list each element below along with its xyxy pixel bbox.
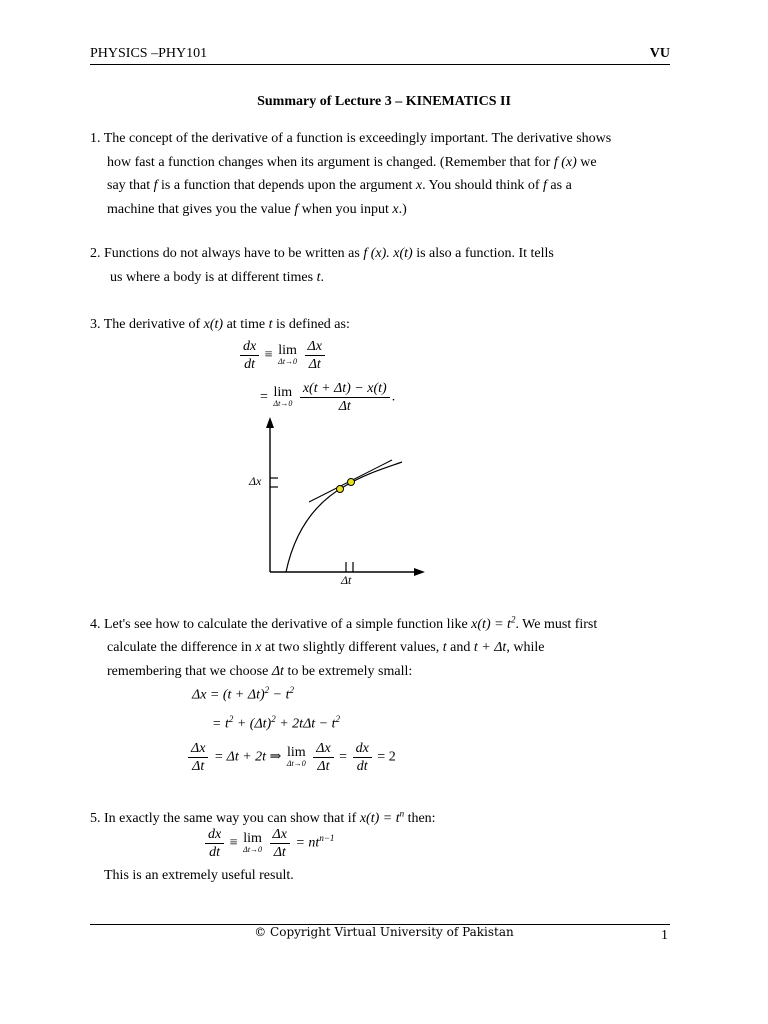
delta-x-eq2: = $t^2 + (\Delta t)^2 + 2t\Delta t - t^2$ <box>212 714 341 732</box>
header-right: VU <box>649 46 670 61</box>
header-left: PHYSICS –PHY101 <box>90 46 208 61</box>
x-axis-arrow <box>414 568 425 576</box>
function-curve <box>286 462 402 572</box>
derivative-definition-eq1: $\frac{dx}{dt}$ ≡ lim Δt→0 $\frac{\Delta x}{\Delta t}$ <box>238 338 327 373</box>
point-1 <box>337 486 344 493</box>
page-number: 1 <box>661 928 668 943</box>
paragraph-4 <box>90 608 597 683</box>
y-axis-arrow <box>266 417 274 428</box>
point-2 <box>348 479 355 486</box>
p3-line-1: 3. The derivative of x(t) at time t is defined as: <box>90 317 350 332</box>
p4-line-2: calculate the difference in x at two slightly different values, t and t + Δt, while <box>107 640 545 656</box>
p1-line-4: machine that gives you the value f when you input x.) <box>107 201 407 217</box>
delta-x-eq3: $\frac{\Delta x}{\Delta t}$ = Δt + 2t ⇒ lim Δt→0 $\frac{\Delta x}{\Delta t}$ = $\frac{dx}{dt}$ = 2 <box>186 740 396 775</box>
footer-copyright: © Copyright Virtual University of Pakistan <box>254 925 514 939</box>
p1-line-1: 1. The concept of the derivative of a function is exceedingly important. The derivative shows <box>90 131 612 146</box>
power-rule-eq: $\frac{dx}{dt}$ ≡ lim Δt→0 $\frac{\Delta x}{\Delta t}$ = $nt^{n-1}$ <box>203 826 334 861</box>
p5-line-2: This is an extremely useful result. <box>104 868 294 883</box>
p4-line-3: remembering that we choose Δt to be extremely small: <box>107 663 413 679</box>
delta-x-eq1: $\Delta x = (t + \Delta t)^2 - t^2$ <box>192 685 294 703</box>
x-tick-label: Δt <box>341 573 352 587</box>
p2-line-2: us where a body is at different times t. <box>110 269 324 285</box>
derivative-definition-eq2: = lim Δt→0 $\frac{x(t + \Delta t) - x(t)}{\Delta t}$ . <box>260 381 396 414</box>
p2-line-1: 2. Functions do not always have to be written as f (x). x(t) is also a function. It tells <box>90 246 554 261</box>
p1-line-3: say that f is a function that depends upon the argument x. You should think of f as a <box>107 178 572 193</box>
p1-line-2: how fast a function changes when its argument is changed. (Remember that for f (x) we <box>107 154 597 170</box>
p4-line-1: 4. Let's see how to calculate the derivative of a simple function like $x(t) = t^2$. We must first <box>90 614 598 632</box>
page-title: Summary of Lecture 3 – KINEMATICS II <box>257 94 511 109</box>
y-tick-label: Δx <box>249 474 262 488</box>
p5-line-1: 5. In exactly the same way you can show that if $x(t) = t^n$ then: <box>90 808 436 826</box>
